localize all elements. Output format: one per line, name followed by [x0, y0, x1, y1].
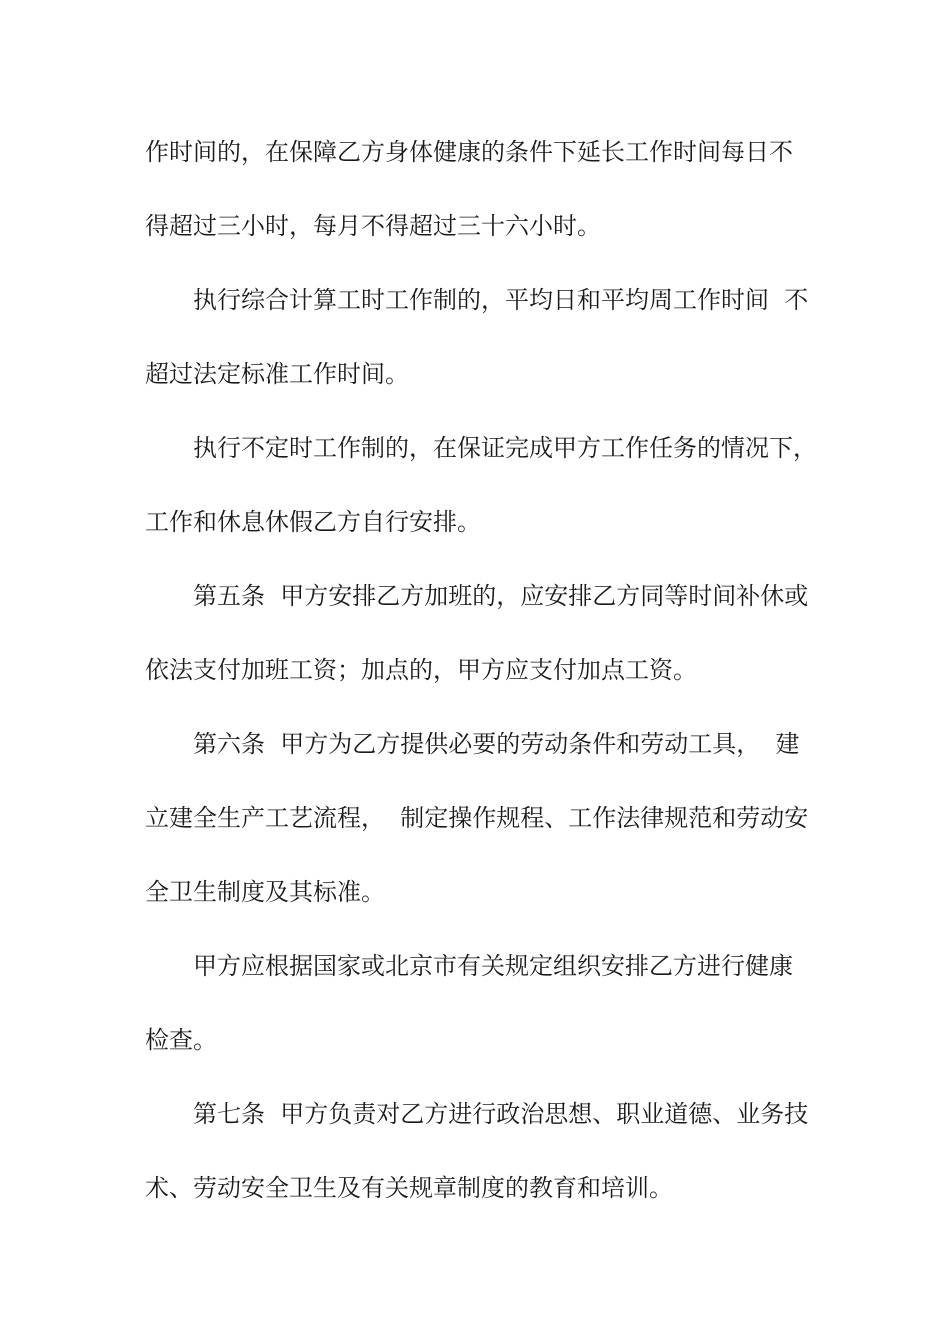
text-line: 第七条 甲方负责对乙方进行政治思想、职业道德、业务技	[193, 1100, 809, 1128]
text-line: 第六条 甲方为乙方提供必要的劳动条件和劳动工具， 建	[193, 730, 800, 758]
text-line: 作时间的，在保障乙方身体健康的条件下延长工作时间每日不	[145, 138, 793, 166]
text-line: 工作和休息休假乙方自行安排。	[145, 508, 481, 536]
text-line: 甲方应根据国家或北京市有关规定组织安排乙方进行健康	[193, 952, 793, 980]
text-line: 执行综合计算工时工作制的，平均日和平均周工作时间 不	[193, 286, 809, 314]
text-line: 执行不定时工作制的，在保证完成甲方工作任务的情况下，	[193, 434, 817, 462]
text-line: 立建全生产工艺流程， 制定操作规程、工作法律规范和劳动安	[145, 804, 809, 832]
text-line: 术、劳动安全卫生及有关规章制度的教育和培训。	[145, 1174, 673, 1202]
text-line: 检查。	[145, 1026, 217, 1054]
text-line: 超过法定标准工作时间。	[145, 360, 409, 388]
text-line: 第五条 甲方安排乙方加班的，应安排乙方同等时间补休或	[193, 582, 809, 610]
text-line: 依法支付加班工资；加点的，甲方应支付加点工资。	[145, 656, 697, 684]
text-line: 全卫生制度及其标准。	[145, 878, 385, 906]
text-line: 得超过三小时，每月不得超过三十六小时。	[145, 212, 601, 240]
